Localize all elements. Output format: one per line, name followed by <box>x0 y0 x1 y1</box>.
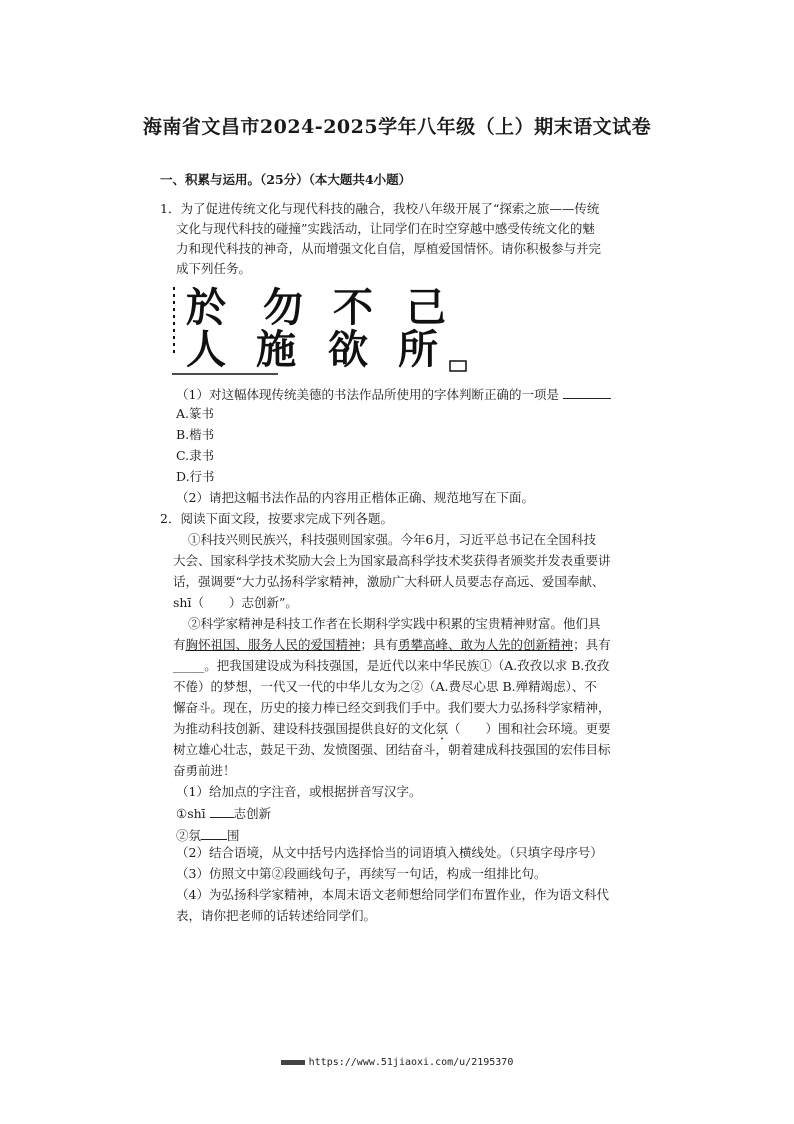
footer <box>0 1057 794 1068</box>
calligraphy-char: 欲 <box>328 326 368 373</box>
q2-sub1: （1）给加点的字注音，或根据拼音写汉字。 <box>176 784 422 799</box>
q1-sub2: （2）请把这幅书法作品的内容用正楷体正确、规范地写在下面。 <box>176 490 534 505</box>
calligraphy-char: 於 <box>186 284 226 331</box>
q2-p2-line-6: 为推动科技创新、建设科技强国提供良好的文化氛（ ）围和社会环境。更要 <box>173 721 611 736</box>
calligraphy-char: 所 <box>398 326 438 373</box>
dotted-character: 氛 <box>435 721 449 736</box>
answer-blank <box>201 827 227 840</box>
q1-line-2: 文化与现代科技的碰撞”实践活动，让同学们在时空穿越中感受传统文化的魅 <box>176 221 595 236</box>
option-d: D.行书 <box>176 469 215 484</box>
q2-p2-line-7: 树立雄心壮志，鼓足干劲、发愤图强、团结奋斗，朝着建成科技强国的宏伟目标 <box>173 742 611 757</box>
q2-sub2: （2）结合语境，从文中括号内选择恰当的词语填入横线处。（只填字母序号） <box>176 845 603 860</box>
answer-blank <box>563 386 611 399</box>
q2-p2-line-2: 有胸怀祖国、服务人民的爱国精神；具有勇攀高峰、敢为人先的创新精神；具有 <box>173 637 611 652</box>
q2-p2-line-3: _____。把我国建设成为科技强国，是近代以来中华民族①（A.孜孜以求 B.孜孜 <box>173 658 610 673</box>
watermark-logo-icon <box>281 1060 305 1065</box>
underlined-sentence: 胸怀祖国、服务人民的爱国精神 <box>185 637 361 652</box>
q1-line-1: 1．为了促进传统文化与现代科技的融合，我校八年级开展了“探索之旅——传统 <box>160 201 600 216</box>
underlined-sentence: 勇攀高峰、敢为人先的创新精神 <box>398 637 574 652</box>
q2-p2-line-8: 奋勇前进！ <box>173 763 236 778</box>
q2-p1-line-1: ①科技兴则民族兴，科技强则国家强。今年6月，习近平总书记在全国科技 <box>188 532 596 547</box>
q2-sub3: （3）仿照文中第②段画线句子，再续写一句话，构成一组排比句。 <box>176 866 547 881</box>
answer-blank <box>210 805 234 818</box>
q1-line-4: 成下列任务。 <box>176 261 252 276</box>
option-c: C.隶书 <box>176 448 215 463</box>
footer-url[interactable]: https://www.51jiaoxi.com/u/2195370 <box>308 1057 514 1068</box>
q2-p2-line-1: ②科学家精神是科技工作者在长期科学实践中积累的宝贵精神财富。他们具 <box>188 616 601 631</box>
option-b: B.楷书 <box>176 427 215 442</box>
q2-sub1a: ①shī 志创新 <box>176 806 272 821</box>
q2-sub1b: ②氛 围 <box>176 828 240 843</box>
q2-intro: 2．阅读下面文段，按要求完成下列各题。 <box>160 511 393 526</box>
calligraphy-char: 人 <box>186 326 226 373</box>
option-a: A.篆书 <box>176 406 215 421</box>
q2-p1-line-3: 话，强调要“大力弘扬科学家精神，激励广大科研人员要志存高远、爱国奉献、 <box>173 574 605 589</box>
section-heading: 一、积累与运用。（25分）（本大题共4小题） <box>160 172 412 187</box>
q2-p1-line-4: shī（ ）志创新”。 <box>173 595 298 610</box>
q1-line-3: 力和现代科技的神奇，从而增强文化自信，厚植爱国情怀。请你积极参与并完 <box>176 241 602 256</box>
calligraphy-char: 勿 <box>263 284 303 331</box>
q2-p2-line-4: 不倦）的梦想，一代又一代的中华儿女为之②（A.费尽心思 B.殚精竭虑）、不 <box>173 679 597 694</box>
q2-sub4-line-2: 表，请你把老师的话转述给同学们。 <box>176 908 377 923</box>
q2-p1-line-2: 大会、国家科学技术奖励大会上为国家最高科学技术奖获得者颁奖并发表重要讲 <box>173 553 611 568</box>
q1-sub1: （1）对这幅体现传统美德的书法作品所使用的字体判断正确的一项是 <box>176 386 611 403</box>
page-title: 海南省文昌市2024-2025学年八年级（上）期末语文试卷 <box>142 116 652 138</box>
calligraphy-char: 己 <box>406 284 446 331</box>
q2-p2-line-5: 懈奋斗。现在，历史的接力棒已经交到我们手中。我们要大力弘扬科学家精神， <box>173 700 611 715</box>
calligraphy-artwork <box>168 283 468 375</box>
calligraphy-char: 施 <box>256 326 296 373</box>
q2-sub4-line-1: （4）为弘扬科学家精神，本周末语文老师想给同学们布置作业，作为语文科代 <box>176 887 609 902</box>
calligraphy-char: 不 <box>333 284 373 331</box>
